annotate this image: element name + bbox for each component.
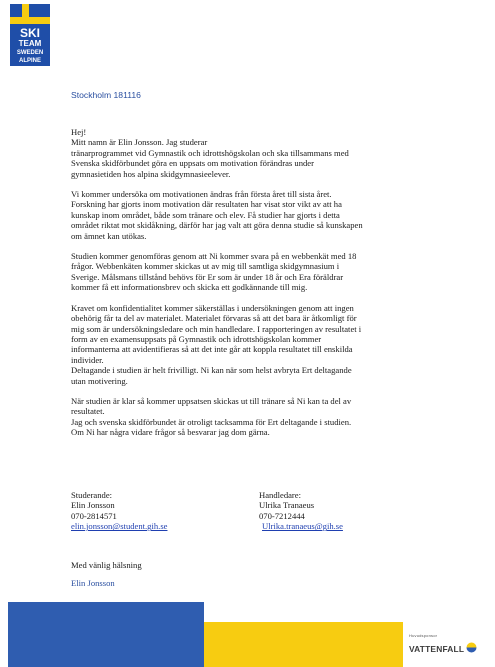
text-line: kunskap inom området, både som tränare och elev. Få studier har gjorts i detta (71, 209, 340, 220)
paragraph-purpose (71, 189, 416, 241)
text-line: området riktat mot skidåkning, därför har jag valt att göra denna studie så kunskapen (71, 220, 363, 231)
text-line: utan motivering. (71, 375, 128, 386)
ski-team-sweden-alpine-logo (10, 4, 50, 66)
paragraph-intro (71, 137, 416, 179)
sponsor-name: VATTENFALL (409, 644, 465, 654)
vattenfall-sponsor-logo (409, 633, 477, 658)
text-line: tränarprogrammet vid Gymnastik och idrottshögskolan och ska tillsammans med (71, 147, 349, 158)
supervisor-name: Ulrika Tranaeus (259, 500, 315, 511)
place-date: Stockholm 181116 (71, 90, 141, 100)
logo-line-sweden: SWEDEN (16, 50, 44, 56)
text-line: individer. (71, 354, 104, 365)
text-line: Vi kommer undersöka om motivationen ändras från första året till sista året. (71, 189, 332, 200)
closing-text: Med vänlig hälsning (71, 560, 142, 570)
text-line: resultatet. (71, 406, 105, 417)
text-line: mig som är undersökningsledare och min handledare. I rapporteringen av resultatet i (71, 323, 362, 334)
student-email-link[interactable]: elin.jonsson@student.gih.se (71, 521, 168, 532)
student-contact (71, 490, 167, 532)
text-line: form av en examensuppsats på Gymnastik och idrottshögskolan kommer (71, 333, 322, 344)
logo-line-ski: SKI (19, 26, 41, 40)
text-line: Jag och svenska skidförbundet är otroligt tacksamma för Ert deltagande i studien. (71, 416, 352, 427)
text-line: Kravet om konfidentialitet kommer säkerställas i undersökningen genom att ingen (71, 302, 354, 313)
student-name: Elin Jonsson (71, 500, 115, 511)
text-line: Forskning har gjorts inom motivation där resultaten har visat stor vikt av att ha (71, 199, 342, 210)
supervisor-email-link[interactable]: Ulrika.tranaeus@gih.se (262, 521, 343, 532)
text-line: Mitt namn är Elin Jonsson. Jag studerar (71, 137, 208, 148)
text-line: om ämnet kan utökas. (71, 230, 147, 241)
footer-blue-band (8, 602, 204, 667)
text-line: Deltagande i studien är helt frivilligt. Ni kan när som helst avbryta Ert deltagande (71, 365, 352, 376)
text-line: Svenska skidförbundet göra en uppsats om motivation förändras under (71, 158, 314, 169)
greeting: Hej! (71, 127, 87, 137)
closing-signature-name: Elin Jonsson (71, 578, 115, 589)
paragraph-method (71, 251, 416, 293)
text-line: informanterna att avidentifieras så att det inte går att koppla resultatet till enskilda (71, 344, 353, 355)
supervisor-role: Handledare: (259, 490, 301, 500)
footer-yellow-band (204, 622, 403, 667)
text-line: Om Ni har några vidare frågor så besvarar jag dom gärna. (71, 427, 270, 438)
paragraph-confidentiality (71, 303, 416, 386)
supervisor-contact (259, 490, 343, 532)
text-line: kommer få ett informationsbrev och skicka ett godkännande till mig. (71, 282, 308, 293)
text-line: Studien kommer genomföras genom att Ni kommer svara på en webbenkät med 18 (71, 251, 357, 262)
logo-line-alpine: ALPINE (18, 58, 42, 64)
text-line: gymnasietiden hos alpina skidgymnasieelever. (71, 168, 231, 179)
text-line: Sverige. Målsmans tillstånd behövs för Er som är under 18 år och Era föräldrar (71, 271, 344, 282)
sponsor-label: Huvudsponsor (409, 633, 438, 638)
text-line: obehörig får ta del av materialet. Materialet förvaras så att det bara är åtkomligt för (71, 313, 357, 324)
letter-body (71, 127, 416, 438)
text-line: frågor. Webbenkäten kommer skickas ut av mig till samtliga skidgymnasium i (71, 261, 340, 272)
student-role: Studerande: (71, 490, 113, 500)
closing-block (71, 560, 142, 589)
text-line: När studien är klar så kommer uppsatsen skickas ut till tränare så Ni kan ta del av (71, 395, 352, 406)
paragraph-results (71, 396, 416, 438)
student-phone: 070-2814571 (71, 510, 117, 521)
vattenfall-emblem-icon (466, 640, 477, 658)
logo-line-team: TEAM (18, 39, 42, 48)
supervisor-phone: 070-7212444 (259, 510, 305, 521)
